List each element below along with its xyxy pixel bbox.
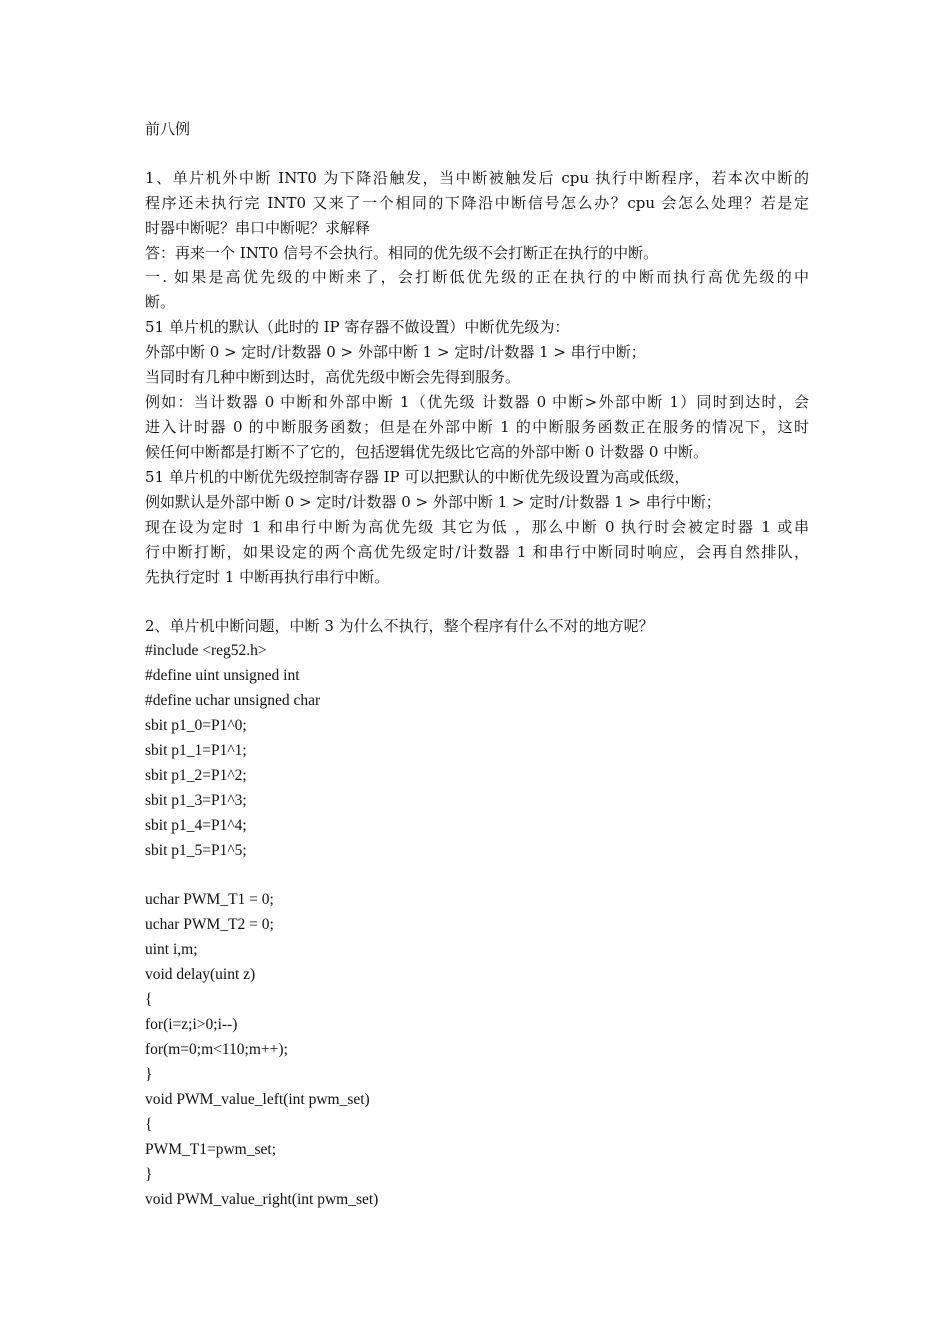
code-line: #define uint unsigned int <box>145 667 300 684</box>
code-line: void delay(uint z) <box>145 966 256 983</box>
code-line: { <box>145 1116 153 1133</box>
paragraph-line: 时器中断呢？串口中断呢？求解释 <box>145 219 371 237</box>
code-line: PWM_T1=pwm_set; <box>145 1141 277 1158</box>
code-line: uchar PWM_T2 = 0; <box>145 916 274 933</box>
paragraph-line: 51 单片机的中断优先级控制寄存器 IP 可以把默认的中断优先级设置为高或低级， <box>145 468 690 486</box>
code-line: sbit p1_3=P1^3; <box>145 792 247 809</box>
code-line: sbit p1_5=P1^5; <box>145 842 247 859</box>
code-line: void PWM_value_right(int pwm_set) <box>145 1191 379 1208</box>
paragraph-line: 先执行定时 1 中断再执行串行中断。 <box>145 568 390 586</box>
paragraph-line: 进入计时器 0 的中断服务函数；但是在外部中断 1 的中断服务函数正在服务的情况下，这时 <box>145 418 809 436</box>
paragraph-line: 当同时有几种中断到达时，高优先级中断会先得到服务。 <box>145 368 521 386</box>
paragraph-line: 现在设为定时 1 和串行中断为高优先级 其它为低 ，那么中断 0 执行时会被定时器 1 或串 <box>145 518 809 536</box>
paragraph-line: 1、单片机外中断 INT0 为下降沿触发，当中断被触发后 cpu 执行中断程序，若本次中断的 <box>145 169 809 187</box>
paragraph-line: 候任何中断都是打断不了它的，包括逻辑优先级比它高的外部中断 0 计数器 0 中断。 <box>145 443 709 461</box>
code-line: for(m=0;m<110;m++); <box>145 1041 288 1058</box>
code-line: for(i=z;i>0;i--) <box>145 1016 238 1033</box>
paragraph-line: 行中断打断，如果设定的两个高优先级定时/计数器 1 和串行中断同时响应，会再自然排队， <box>145 543 809 561</box>
code-line: sbit p1_4=P1^4; <box>145 817 247 834</box>
code-line: { <box>145 991 153 1008</box>
code-line: } <box>145 1166 153 1183</box>
paragraph-line: 断。 <box>145 293 176 311</box>
paragraph-line: 51 单片机的默认（此时的 IP 寄存器不做设置）中断优先级为： <box>145 318 570 336</box>
paragraph-line: 外部中断 0 > 定时/计数器 0 > 外部中断 1 > 定时/计数器 1 > 串行中断； <box>145 343 646 361</box>
code-line: uint i,m; <box>145 941 198 958</box>
paragraph-line: 程序还未执行完 INT0 又来了一个相同的下降沿中断信号怎么办？cpu 会怎么处理？若是定 <box>145 194 809 212</box>
code-line: sbit p1_1=P1^1; <box>145 742 247 759</box>
paragraph-line: 例如默认是外部中断 0 > 定时/计数器 0 > 外部中断 1 > 定时/计数器 1 > 串行中断； <box>145 493 721 511</box>
question-heading: 2、单片机中断问题，中断 3 为什么不执行，整个程序有什么不对的地方呢？ <box>145 617 654 635</box>
code-line: uchar PWM_T1 = 0; <box>145 891 274 908</box>
code-line: sbit p1_2=P1^2; <box>145 767 247 784</box>
document-title: 前八例 <box>145 120 191 138</box>
code-line: sbit p1_0=P1^0; <box>145 717 247 734</box>
code-line: #include <reg52.h> <box>145 642 267 659</box>
code-line: void PWM_value_left(int pwm_set) <box>145 1091 370 1108</box>
paragraph-line: 例如：当计数器 0 中断和外部中断 1（优先级 计数器 0 中断>外部中断 1）同时到达时，会 <box>145 393 809 411</box>
code-line: } <box>145 1066 153 1083</box>
answer-line: 答：再来一个 INT0 信号不会执行。相同的优先级不会打断正在执行的中断。 <box>145 244 659 262</box>
code-line: #define uchar unsigned char <box>145 692 321 709</box>
paragraph-line: 一. 如果是高优先级的中断来了，会打断低优先级的正在执行的中断而执行高优先级的中 <box>145 268 809 286</box>
